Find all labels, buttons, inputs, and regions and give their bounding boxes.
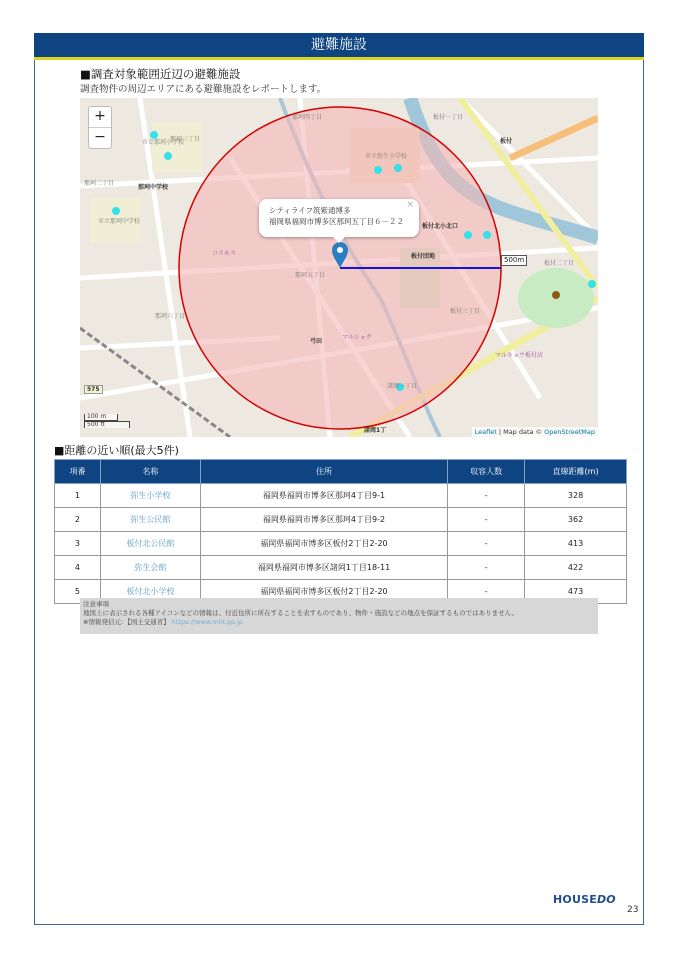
facilities-table: [54, 459, 627, 604]
cell-no: 3: [55, 532, 101, 556]
map-label: 那珂五丁目: [295, 272, 326, 279]
col-header-capacity: 収容人数: [448, 460, 525, 484]
cell-capacity: -: [448, 580, 525, 604]
facility-name-link[interactable]: 弥生会館: [100, 556, 200, 580]
table-row: [55, 556, 627, 580]
cell-address: 福岡県福岡市博多区板付2丁目2-20: [200, 580, 448, 604]
shelter-marker: [394, 164, 402, 172]
map-label: 諸岡一丁目: [387, 383, 418, 390]
cell-distance: 328: [525, 484, 627, 508]
shelter-marker: [112, 207, 120, 215]
cell-capacity: -: [448, 556, 525, 580]
map-label: 那珂三丁目: [170, 136, 201, 143]
table-row: [55, 508, 627, 532]
notes-body: 地図上に表示される各種アイコンなどの情報は、付近住所に所在することを表すものであり、物件・施設などの地点を保証するものではありません。: [83, 609, 519, 617]
map-label: 板付: [500, 138, 513, 145]
page-title: 避難施設: [34, 33, 644, 57]
attribution-separator: | Map data ©: [496, 428, 545, 436]
notes-source-label: ※情報発信元：【国土交通省】: [83, 618, 170, 626]
table-row: [55, 484, 627, 508]
map-label: マルショク: [342, 334, 372, 341]
route-shield: 575: [84, 385, 103, 394]
cell-no: 2: [55, 508, 101, 532]
notes-source: [83, 618, 595, 627]
table-header-row: [55, 460, 627, 484]
shelter-marker: [464, 231, 472, 239]
naka-es-area: [152, 122, 202, 172]
section-description: 調査物件の周辺エリアにある避難施設をレポートします。: [80, 84, 327, 95]
col-header-distance: 直線距離(m): [525, 460, 627, 484]
popup-tip: [333, 237, 345, 243]
housedo-logo: [553, 893, 616, 906]
cell-no: 5: [55, 580, 101, 604]
popup-address: 福岡県福岡市博多区那珂五丁目６－２２: [269, 217, 404, 226]
map-label: コスモス: [212, 250, 237, 257]
notes-box: [80, 598, 598, 634]
map-label: 市立那珂小学校: [142, 139, 185, 146]
map[interactable]: [80, 98, 598, 437]
zoom-in-button[interactable]: +: [89, 107, 111, 128]
zoom-control: [88, 106, 112, 149]
cell-distance: 362: [525, 508, 627, 532]
scale-imperial: 500 ft: [84, 421, 130, 428]
map-label: 板付三丁目: [450, 308, 481, 315]
cell-address: 福岡県福岡市博多区那珂4丁目9-1: [200, 484, 448, 508]
map-canvas: [80, 98, 598, 437]
map-label: 市立弥生小学校: [365, 153, 408, 160]
cell-capacity: -: [448, 508, 525, 532]
map-label: 那珂中学校: [138, 184, 169, 191]
section-heading: ■調査対象範囲近辺の避難施設: [80, 67, 241, 81]
osm-link[interactable]: OpenStreetMap: [544, 428, 595, 436]
popup-property-name: シティライフ筑紫通博多: [269, 206, 351, 215]
map-label: 諸岡1丁: [364, 427, 387, 434]
zoom-out-button[interactable]: −: [94, 129, 106, 145]
title-underline: [34, 57, 644, 60]
scale-metric: 100 m: [84, 414, 118, 421]
shelter-marker: [588, 280, 596, 288]
map-label: 那珂六丁目: [155, 313, 186, 320]
cell-address: 福岡県福岡市博多区板付2丁目2-20: [200, 532, 448, 556]
radius-label: 500m: [501, 255, 527, 266]
shelter-marker: [374, 166, 382, 174]
logo-text: HOUSE: [553, 893, 597, 906]
cell-address: 福岡県福岡市博多区那珂4丁目9-2: [200, 508, 448, 532]
facility-name-link[interactable]: 板付北小学校: [100, 580, 200, 604]
map-label: 板付北小北口: [422, 223, 459, 230]
cell-distance: 473: [525, 580, 627, 604]
cell-distance: 422: [525, 556, 627, 580]
cell-no: 1: [55, 484, 101, 508]
shelter-marker: [483, 231, 491, 239]
map-attribution: [472, 427, 598, 437]
location-popup: [259, 199, 419, 237]
logo-text-italic: DO: [596, 893, 616, 906]
notes-title: 注意事項: [83, 600, 109, 608]
notes-source-link[interactable]: https://www.mlit.go.jp: [171, 618, 244, 626]
table-heading: ■距離の近い順(最大5件): [54, 444, 179, 457]
page-number: 23: [627, 905, 639, 915]
leaflet-link[interactable]: Leaflet: [474, 428, 497, 436]
cell-distance: 413: [525, 532, 627, 556]
cell-address: 福岡県福岡市博多区諸岡1丁目18-11: [200, 556, 448, 580]
scale-bar: [84, 414, 130, 428]
map-label: マルキョウ板付店: [495, 352, 544, 359]
col-header-no: 項番: [55, 460, 101, 484]
facility-name-link[interactable]: 弥生公民館: [100, 508, 200, 532]
map-label: 市立那珂中学校: [98, 218, 141, 225]
facility-name-link[interactable]: 板付北公民館: [100, 532, 200, 556]
park-icon: [552, 291, 560, 299]
cell-capacity: -: [448, 532, 525, 556]
map-label: 板付団地: [411, 253, 436, 260]
popup-close-button[interactable]: ×: [406, 200, 414, 210]
map-label: 板付一丁目: [433, 114, 464, 121]
cell-capacity: -: [448, 484, 525, 508]
map-label: 弓田: [310, 338, 323, 345]
facility-name-link[interactable]: 弥生小学校: [100, 484, 200, 508]
shelter-marker: [164, 152, 172, 160]
col-header-address: 住所: [200, 460, 448, 484]
cell-no: 4: [55, 556, 101, 580]
map-label: 那珂二丁目: [84, 180, 115, 187]
table-row: [55, 532, 627, 556]
col-header-name: 名称: [100, 460, 200, 484]
urban-expressway: [510, 118, 598, 158]
map-label: 板付二丁目: [544, 260, 575, 267]
map-label: 那珂四丁目: [292, 114, 323, 121]
